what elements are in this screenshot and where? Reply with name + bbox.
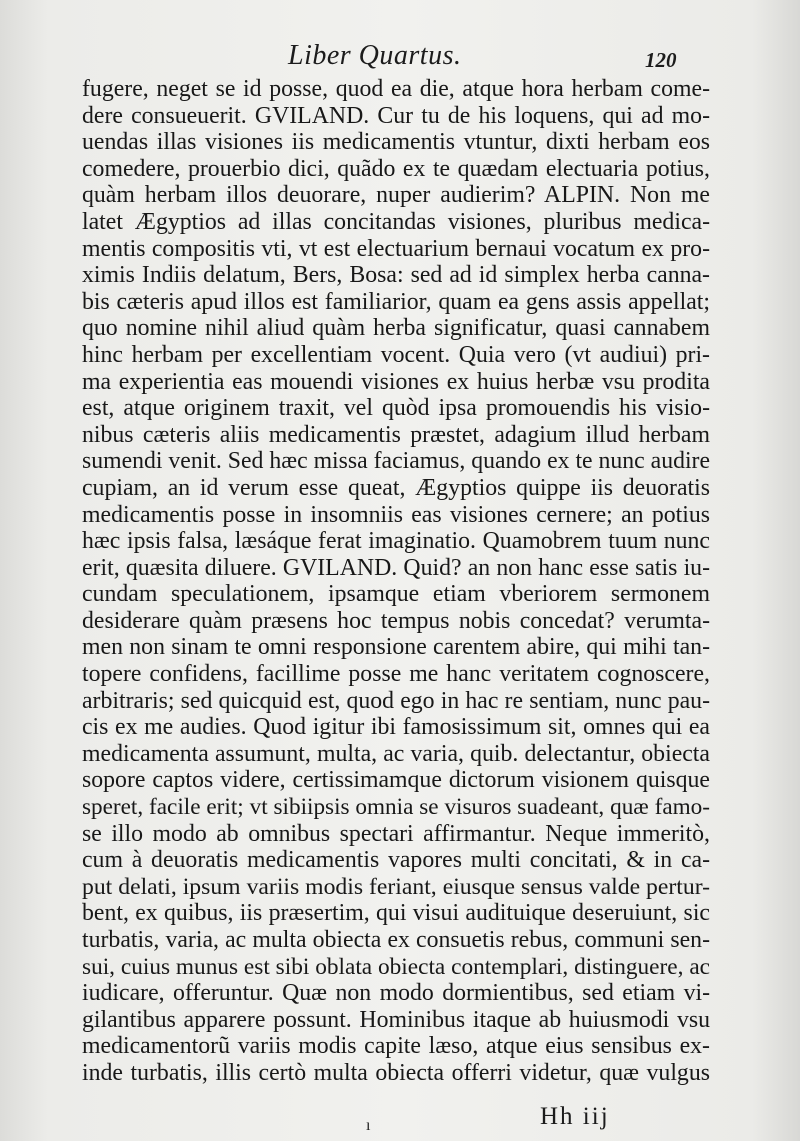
text-line: se illo modo ab omnibus spectari affirmantur. Neque immeritò, xyxy=(82,820,710,847)
text-line: uendas illas visiones iis medicamentis vtuntur, dixti herbam eos xyxy=(82,129,710,156)
text-line: medicamentorũ variis modis capite læso, atque eius sensibus ex- xyxy=(82,1033,710,1060)
text-line: put delati, ipsum variis modis feriant, eiusque sensus valde pertur- xyxy=(82,873,710,900)
text-line: men non sinam te omni responsione carentem abire, qui mihi tan- xyxy=(82,634,710,661)
text-line: dere consueuerit. GVILAND. Cur tu de his loquens, qui ad mo- xyxy=(82,102,710,129)
page-number: 120 xyxy=(645,48,677,72)
text-line: hinc herbam per excellentiam vocent. Quia vero (vt audiui) pri- xyxy=(82,341,710,368)
footer-mark: ı xyxy=(366,1117,371,1134)
text-line: bis cæteris apud illos est familiarior, quam ea gens assis appellat; xyxy=(82,288,710,315)
text-line: sopore captos videre, certissimamque dictorum visionem quisque xyxy=(82,767,710,794)
text-line: ximis Indiis delatum, Bers, Bosa: sed ad id simplex herba canna- xyxy=(82,262,710,289)
text-line: cis ex me audies. Quod igitur ibi famosissimum sit, omnes qui ea xyxy=(82,714,710,741)
text-line: hæc ipsis falsa, læsáque ferat imaginatio. Quamobrem tuum nunc xyxy=(82,528,710,555)
running-title: Liber Quartus. xyxy=(288,40,462,71)
text-line: arbitraris; sed quicquid est, quod ego in hac re sentiam, nunc pau- xyxy=(82,687,710,714)
text-line: desiderare quàm præsens hoc tempus nobis concedat? verumta- xyxy=(82,607,710,634)
text-line: erit, quæsita diluere. GVILAND. Quid? an non hanc esse satis iu- xyxy=(82,554,710,581)
text-line: medicamentis posse in insomniis eas visiones cernere; an potius xyxy=(82,501,710,528)
text-line: sui, cuius munus est sibi oblata obiecta contemplari, distinguere, ac xyxy=(82,953,710,980)
text-line: quàm herbam illos deuorare, nuper audierim? ALPIN. Non me xyxy=(82,182,710,209)
text-line: cupiam, an id verum esse queat, Ægyptios quippe iis deuoratis xyxy=(82,474,710,501)
signature-mark: Hh iij xyxy=(540,1103,610,1130)
text-line: speret, facile erit; vt sibiipsis omnia se visuros suadeant, quæ famo- xyxy=(82,794,710,821)
text-line: topere confidens, facillime posse me hanc veritatem cognoscere, xyxy=(82,661,710,688)
text-line: quo nomine nihil aliud quàm herba significatur, quasi cannabem xyxy=(82,315,710,342)
text-line: inde turbatis, illis certò multa obiecta offerri videtur, quæ vulgus xyxy=(82,1059,710,1086)
text-line: est, atque originem traxit, vel quòd ipsa promouendis his visio- xyxy=(82,395,710,422)
page-footer xyxy=(0,1103,800,1137)
text-line: iudicare, offeruntur. Quæ non modo dormientibus, sed etiam vi- xyxy=(82,980,710,1007)
text-line: latet Ægyptios ad illas concitandas visiones, pluribus medica- xyxy=(82,208,710,235)
text-line: comedere, prouerbio dici, quãdo ex te quædam electuaria potius, xyxy=(82,155,710,182)
text-line: ma experientia eas mouendi visiones ex huius herbæ vsu prodita xyxy=(82,368,710,395)
text-line: gilantibus apparere possunt. Hominibus itaque ab huiusmodi vsu xyxy=(82,1006,710,1033)
text-line: mentis compositis vti, vt est electuarium bernaui vocatum ex pro- xyxy=(82,235,710,262)
text-line: cum à deuoratis medicamentis vapores multi concitati, & in ca- xyxy=(82,847,710,874)
text-line: fugere, neget se id posse, quod ea die, atque hora herbam come- xyxy=(82,76,710,102)
text-line: cundam speculationem, ipsamque etiam vberiorem sermonem xyxy=(82,581,710,608)
text-line: medicamenta assumunt, multa, ac varia, quib. delectantur, obiecta xyxy=(82,740,710,767)
running-head xyxy=(0,40,800,80)
text-line: bent, ex quibus, iis præsertim, qui visui audituique deseruiunt, sic xyxy=(82,900,710,927)
body-text xyxy=(82,76,710,1087)
text-line: turbatis, varia, ac multa obiecta ex consuetis rebus, communi sen- xyxy=(82,927,710,953)
text-line: nibus cæteris aliis medicamentis præstet, adagium illud herbam xyxy=(82,421,710,448)
text-line: sumendi venit. Sed hæc missa faciamus, quando ex te nunc audire xyxy=(82,448,710,475)
